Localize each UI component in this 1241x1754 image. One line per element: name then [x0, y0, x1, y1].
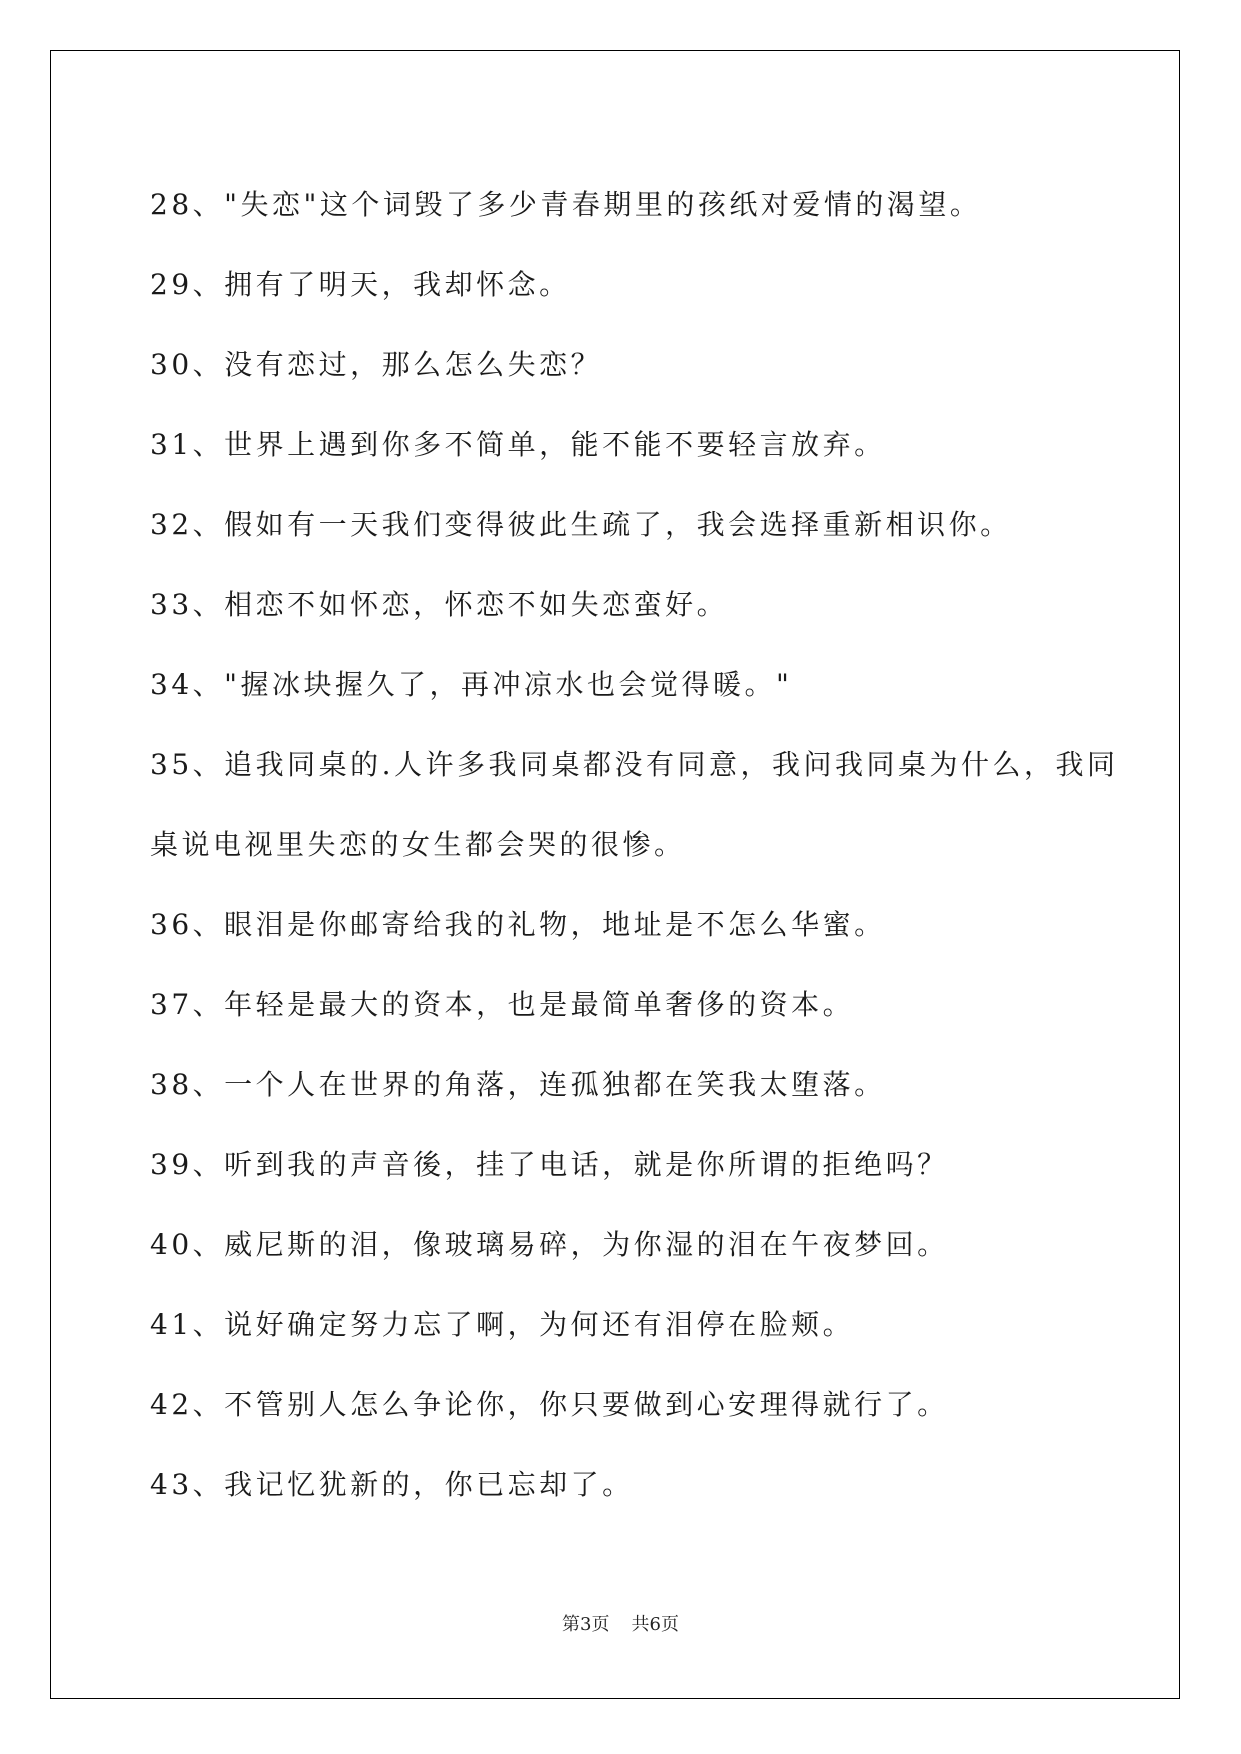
text-line: 33、相恋不如怀恋，怀恋不如失恋蛮好。	[150, 588, 729, 621]
text-line: 31、世界上遇到你多不简单，能不能不要轻言放弃。	[150, 428, 886, 461]
text-line: 39、听到我的声音後，挂了电话，就是你所谓的拒绝吗？	[150, 1148, 949, 1181]
text-line: 32、假如有一天我们变得彼此生疏了，我会选择重新相识你。	[150, 508, 1012, 541]
text-line: 42、不管别人怎么争论你，你只要做到心安理得就行了。	[150, 1388, 949, 1421]
text-line: 43、我记忆犹新的，你已忘却了。	[150, 1468, 634, 1501]
text-line: 30、没有恋过，那么怎么失恋？	[150, 348, 603, 381]
text-line: 34、"握冰块握久了，再冲凉水也会觉得暖。"	[150, 668, 793, 701]
text-line: 36、眼泪是你邮寄给我的礼物，地址是不怎么华蜜。	[150, 908, 886, 941]
text-line: 38、一个人在世界的角落，连孤独都在笑我太堕落。	[150, 1068, 886, 1101]
text-line: 40、威尼斯的泪，像玻璃易碎，为你湿的泪在午夜梦回。	[150, 1228, 949, 1261]
document-body	[150, 165, 1119, 1525]
text-line: 35、追我同桌的.人许多我同桌都没有同意，我问我同桌为什么，我同	[150, 748, 1119, 781]
text-line: 41、说好确定努力忘了啊，为何还有泪停在脸颊。	[150, 1308, 855, 1341]
text-line: 桌说电视里失恋的女生都会哭的很惨。	[150, 828, 686, 861]
current-page-label: 第3页	[562, 1614, 610, 1635]
text-line: 28、"失恋"这个词毁了多少青春期里的孩纸对爱情的渴望。	[150, 188, 982, 221]
total-pages-label: 共6页	[631, 1614, 679, 1635]
text-line: 29、拥有了明天，我却怀念。	[150, 268, 571, 301]
text-line: 37、年轻是最大的资本，也是最简单奢侈的资本。	[150, 988, 855, 1021]
page-footer	[0, 1610, 1241, 1636]
